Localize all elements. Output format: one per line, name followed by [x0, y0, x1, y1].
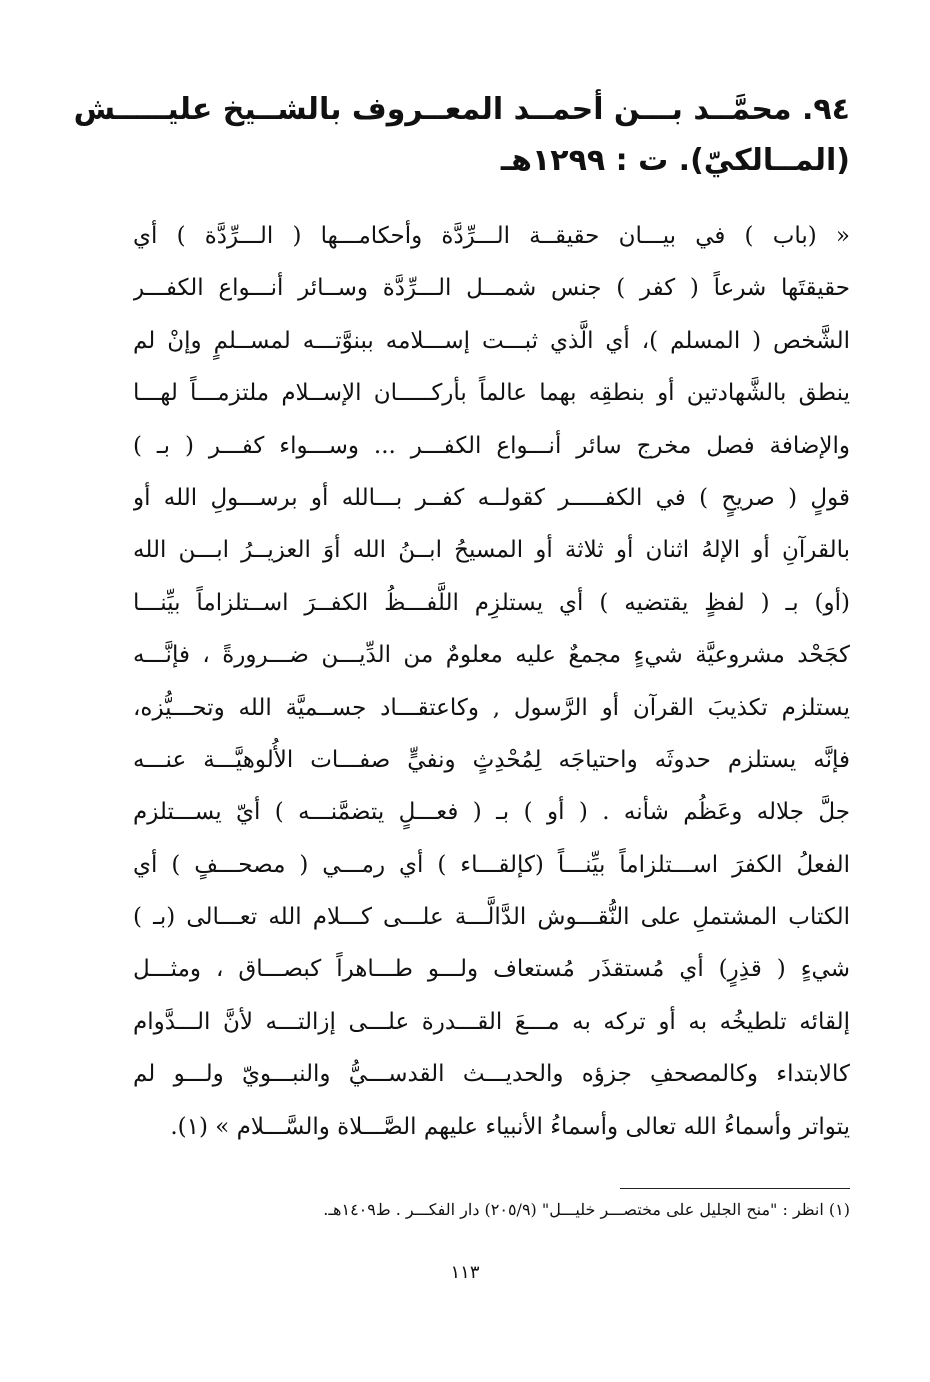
- body-line: الفعلُ الكفرَ اســـتلزاماً بيِّنـــاً (كإلقـــاء ) أي رمـــي ( مصحـــفٍ ) أي: [133, 851, 850, 878]
- body-line: جلَّ جلاله وعَظُم شأنه . ( أو ) بـ ( فعـــلٍ يتضمَّنـــه ) أيّ يســـتلزم: [133, 799, 850, 826]
- body-line: (أو) بـ ( لفظٍ يقتضيه ) أي يستلزِم اللَّفـــظُ الكفــرَ اســتلزاماً بيِّنـــا: [133, 589, 850, 616]
- body-line: حقيقتَها شرعاً ( كفر ) جنس شمـــل الـــرِّدَّة وســائر أنـــواع الكفـــر: [133, 275, 850, 302]
- body-line: إلقائه تلطيخُه به أو تركه به مـــعَ القـــدرة علـــى إزالتـــه لأنَّ الـــدَّوام: [133, 1008, 850, 1035]
- body-line: ينطق بالشَّهادتين أو بنطقِه بهما عالماً بأركـــــان الإســلام ملتزمـــاً لهـــا: [133, 380, 850, 407]
- body-line: كالابتداء وكالمصحفِ جزؤه والحديـــث القدســـيُّ والنبـــويّ ولـــو لم: [133, 1061, 850, 1088]
- footnote-divider: [620, 1188, 850, 1189]
- entry-heading-line-1: ٩٤. محمَّــد بـــن أحمــد المعــروف بالشــيخ عليـــــش: [73, 92, 850, 127]
- body-line: يستلزم تكذيبَ القرآن أو الرَّسول , وكاعتقـــاد جســميَّة الله وتحـــيُّزه،: [133, 694, 850, 721]
- body-line: كجَحْد مشروعيَّة شيءٍ مجمعٌ عليه معلومٌ من الدِّيـــن ضـــرورةً ، فإنَّـــه: [133, 642, 850, 669]
- body-line: « (باب ) في بيـــان حقيقــة الـــرِّدَّة وأحكامـــها ( الـــرِّدَّة ) أي: [133, 223, 850, 249]
- body-line: الشَّخص ( المسلم )، أي الَّذي ثبـــت إســـلامه ببنوَّتـــه لمســلمٍ وإنْ لم: [133, 327, 850, 354]
- footnote: (١) انظر : "منح الجليل على مختصـــر خليـــل" (٢٠٥/٩) دار الفكـــر . ط١٤٠٩هـ.: [323, 1200, 850, 1219]
- body-line: الكتاب المشتملِ على النُّقـــوش الدَّالَّـــة علـــى كـــلام الله تعـــالى (بـ ): [133, 904, 850, 931]
- body-line: شيءٍ ( قذِرٍ) أي مُستقذَر مُستعاف ولـــو طـــاهراً كبصـــاق ، ومثـــل: [133, 956, 850, 983]
- body-line: فإنَّه يستلزم حدوثَه واحتياجَه لِمُحْدِثٍ ونفيٍّ صفـــات الأُلوهيَّـــة عنـــه: [133, 746, 850, 773]
- body-line: بالقرآنِ أو الإلهُ اثنان أو ثلاثة أو المسيحُ ابــنُ الله أوَ العزيــرُ ابـــن الله: [133, 537, 850, 564]
- body-text: [133, 210, 850, 1153]
- entry-heading-line-2: (المــالكيّ). ت : ١٢٩٩هـ: [500, 143, 850, 178]
- body-line: والإضافة فصل مخرج سائر أنـــواع الكفـــر ... وســـواء كفـــر ( بـ ): [133, 432, 850, 459]
- body-line: يتواتر وأسماءُ الله تعالى وأسماءُ الأنبياء عليهم الصَّـــلاة والسَّـــلام » (١).: [170, 1113, 850, 1140]
- body-line: قولٍ ( صريحٍ ) في الكفـــــر كقولــه كفــر بـــالله أو برســـولِ الله أو: [133, 484, 850, 511]
- page-number: ١١٣: [450, 1262, 480, 1283]
